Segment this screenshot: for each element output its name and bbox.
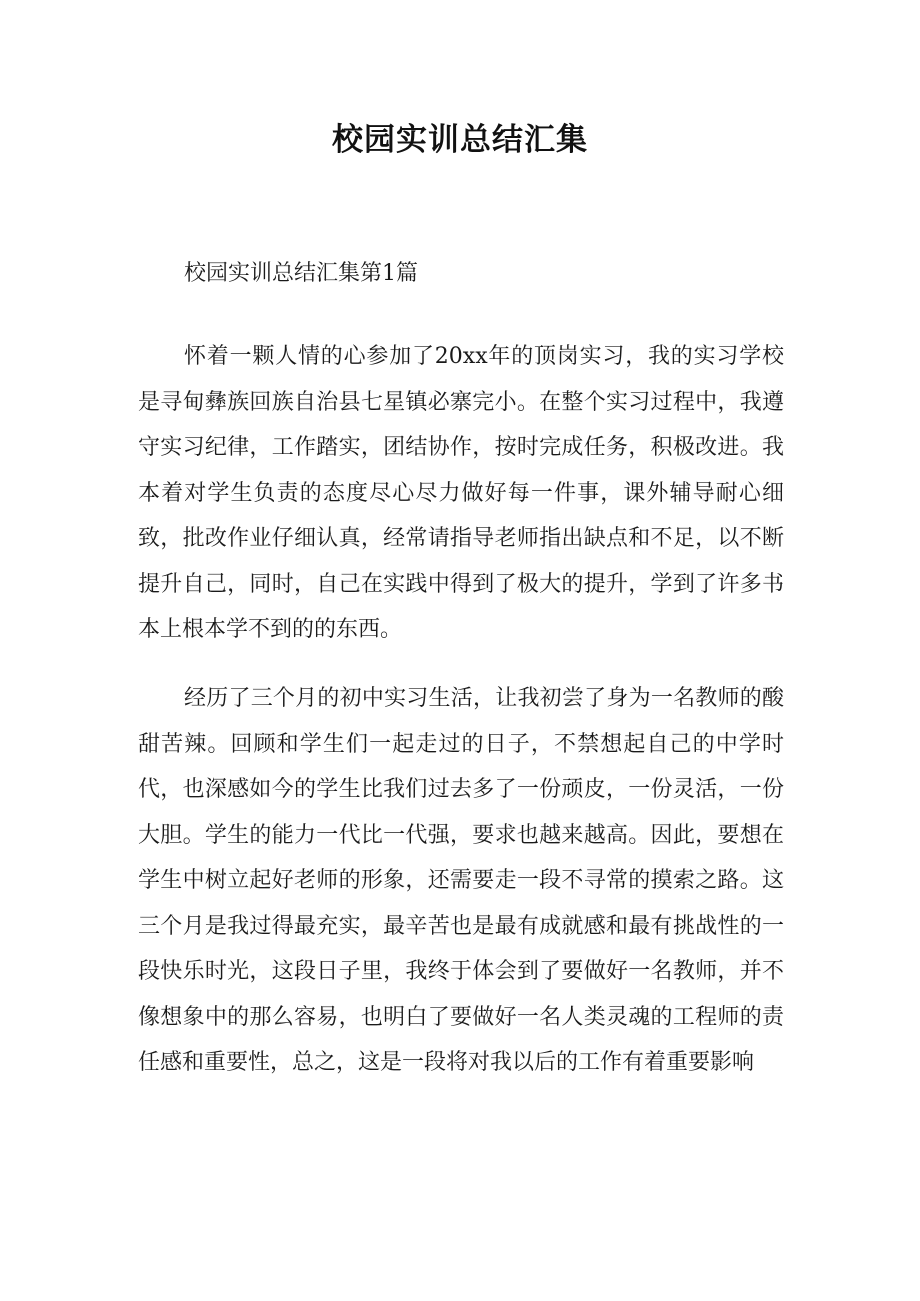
section-heading: 校园实训总结汇集第1篇	[184, 261, 418, 286]
body-paragraph-2: 经历了三个月的初中实习生活，让我初尝了身为一名教师的酸甜苦辣。回顾和学生们一起走过的日子，不禁想起自己的中学时代，也深感如今的学生比我们过去多了一份顽皮，一份灵活，一份大胆。学生的能力一代比一代强，要求也越来越高。因此，要想在学生中树立起好老师的形象，还需要走一段不寻常的摸索之路。这三个月是我过得最充实，最辛苦也是最有成就感和最有挑战性的一段快乐时光，这段日子里，我终于体会到了要做好一名教师，并不像想象中的那么容易，也明白了要做好一名人类灵魂的工程师的责任感和重要性，总之，这是一段将对我以后的工作有着重要影响	[138, 686, 784, 1075]
document-title: 校园实训总结汇集	[332, 122, 588, 158]
body-paragraph-1: 怀着一颗人情的心参加了20xx年的顶岗实习，我的实习学校是寻甸彝族回族自治县七星镇必寨完小。在整个实习过程中，我遵守实习纪律，工作踏实，团结协作，按时完成任务，积极改进。我本着对学生负责的态度尽心尽力做好每一件事，课外辅导耐心细致，批改作业仔细认真，经常请指导老师指出缺点和不足，以不断提升自己，同时，自己在实践中得到了极大的提升，学到了许多书本上根本学不到的的东西。	[138, 344, 784, 642]
